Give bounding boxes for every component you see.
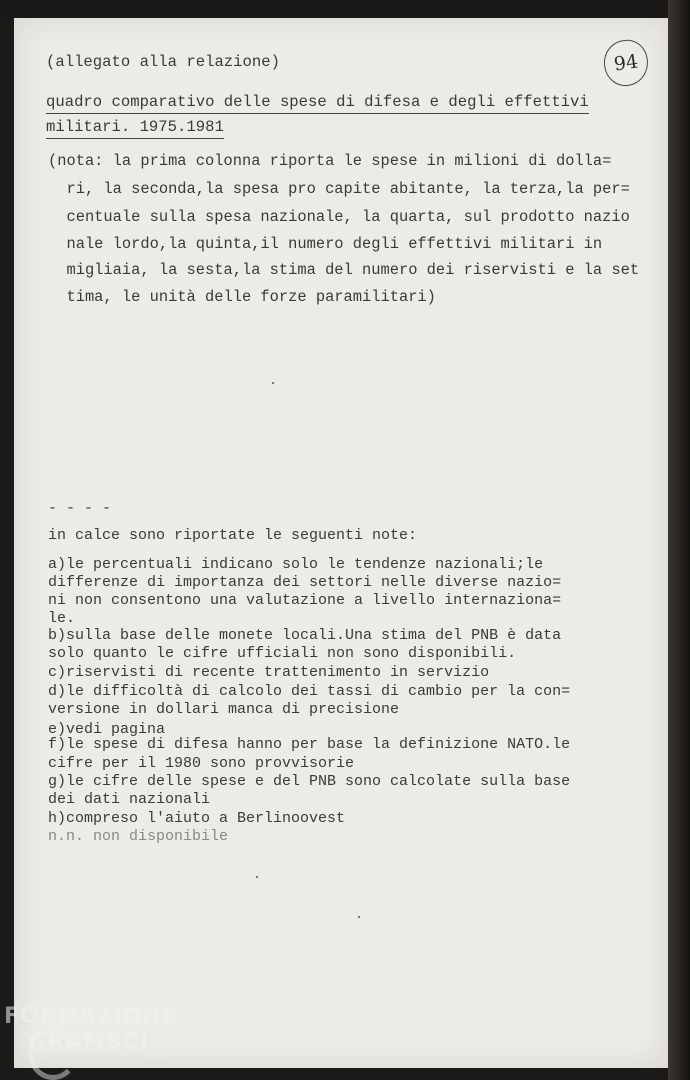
note-line: (nota: la prima colonna riporta le spese in milioni di dolla= — [48, 152, 612, 170]
footnote-line: a)le percentuali indicano solo le tendenze nazionali;le — [48, 556, 544, 573]
title-line-2: militari. 1975.1981 — [46, 118, 224, 139]
note-line: tima, le unità delle forze paramilitari) — [48, 288, 436, 306]
paper-speck — [272, 382, 274, 384]
watermark-line1: FONDAZIONE — [4, 1004, 178, 1029]
title-line-2-wrap — [46, 118, 224, 139]
watermark-line2: GRAMSCI — [28, 1030, 150, 1055]
footnote-line: g)le cifre delle spese e del PNB sono calcolate sulla base — [48, 773, 571, 790]
watermark-line3: onlus — [144, 1050, 169, 1060]
footnote-line: c)riservisti di recente trattenimento in servizio — [48, 664, 490, 681]
watermark-logo — [4, 1004, 178, 1060]
footnote-line: n.n. non disponibile — [48, 828, 229, 845]
note-line: migliaia, la sesta,la stima del numero dei riservisti e la set — [48, 261, 640, 279]
scan-top-edge — [0, 0, 690, 18]
footnote-line: solo quanto le cifre ufficiali non sono disponibili. — [48, 645, 517, 662]
page-number: 94 — [612, 50, 640, 76]
footnote-line: versione in dollari manca di precisione — [48, 701, 400, 718]
footnote-line: differenze di importanza dei settori nelle diverse nazio= — [48, 574, 562, 591]
footnote-line: f)le spese di difesa hanno per base la definizione NATO.le — [48, 736, 571, 753]
footnote-line: ni non consentono una valutazione a livello internaziona= — [48, 592, 562, 609]
footnote-line: cifre per il 1980 sono provvisorie — [48, 755, 355, 772]
footnote-line: b)sulla base delle monete locali.Una stima del PNB è data — [48, 627, 562, 644]
footnote-line: d)le difficoltà di calcolo dei tassi di cambio per la con= — [48, 683, 571, 700]
footnote-line: le. — [48, 610, 76, 627]
footnote-intro: in calce sono riportate le seguenti note: — [48, 527, 418, 544]
footnote-line: h)compreso l'aiuto a Berlinoovest — [48, 810, 346, 827]
title-line-1: quadro comparativo delle spese di difesa e degli effettivi — [46, 93, 589, 114]
paper-speck — [358, 916, 360, 918]
separator-dashes: - - - - — [48, 500, 112, 517]
note-line: nale lordo,la quinta,il numero degli effettivi militari in — [48, 235, 603, 253]
header-text: (allegato alla relazione) — [46, 53, 280, 71]
footnote-line: e)vedi pagina — [48, 721, 166, 738]
scan-right-edge — [668, 0, 690, 1080]
note-line: centuale sulla spesa nazionale, la quarta, sul prodotto nazio — [48, 208, 630, 226]
footnote-line: dei dati nazionali — [48, 791, 211, 808]
title-line-1-wrap — [46, 93, 589, 114]
note-line: ri, la seconda,la spesa pro capite abitante, la terza,la per= — [48, 180, 630, 198]
paper-speck — [256, 876, 258, 878]
